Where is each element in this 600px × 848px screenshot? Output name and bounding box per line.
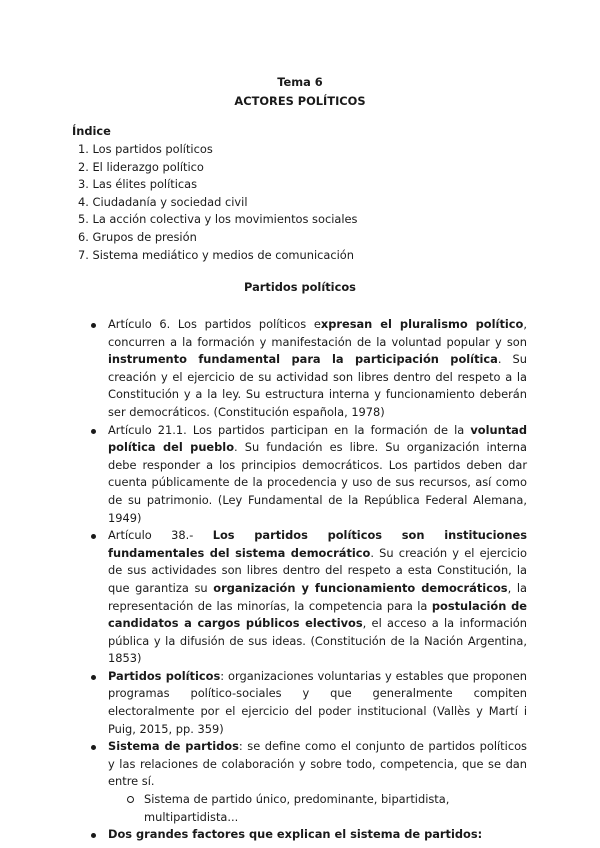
- hollow-bullet-icon: [127, 796, 134, 803]
- bullet-list: [108, 316, 527, 844]
- text: , concurren a la formación y manifestación de la voluntad popular y son: [108, 317, 527, 349]
- text: . Su fundación es libre. Su organización interna debe responder a los principios democráticos. Los partidos deben dar cuenta públicamente de la procedencia y uso de sus recursos, así como de su patrimonio. (Ley Fundamental de la República Federal Alemana, 1949): [108, 440, 527, 525]
- document-header: [0, 73, 600, 111]
- text: Artículo 38.-: [108, 528, 213, 543]
- text: Artículo 21.1. Los partidos participan en la formación de la: [108, 422, 471, 437]
- bullet-icon: [91, 745, 96, 750]
- bold-text: instrumento fundamental para la participación política: [108, 352, 498, 367]
- bullet-icon: [91, 534, 96, 539]
- text: , el acceso a la información pública y la difusión de sus ideas. (Constitución de la Nación Argentina, 1853): [108, 616, 527, 666]
- bullet-icon: [91, 833, 96, 838]
- bullet-icon: [91, 675, 96, 680]
- index-item: 1. Los partidos políticos: [78, 142, 213, 156]
- index-item: 2. El liderazgo político: [78, 159, 204, 174]
- bold-text: organización y funcionamiento democráticos: [213, 580, 508, 595]
- bullet-item-factores: [108, 826, 527, 844]
- bullet-item-article-21: [108, 422, 527, 528]
- text: : organizaciones voluntarias y estables que proponen programas político-sociales y que generalmente compiten electoralmente por el ejercicio del poder institucional (Vallès y Martí i Puig, 2015, pp. 359): [108, 668, 527, 736]
- bold-text: voluntad política del pueblo: [108, 422, 527, 455]
- text: , la representación de las minorías, la competencia para la: [108, 580, 527, 613]
- index-item: 6. Grupos de presión: [78, 229, 197, 244]
- index-item: 7. Sistema mediático y medios de comunicación: [78, 247, 354, 262]
- index-item: 3. Las élites políticas: [78, 177, 198, 192]
- bullet-icon: [91, 323, 96, 328]
- text: Sistema de partido único, predominante, bipartidista, multipartidista...: [144, 792, 450, 824]
- bold-text: Partidos políticos: [108, 668, 221, 683]
- text: Artículo 6. Los partidos políticos e: [108, 317, 321, 331]
- bullet-icon: [91, 429, 96, 434]
- bold-text: xpresan el pluralismo político: [320, 317, 524, 331]
- text: . Su creación y el ejercicio de su actividad son libres dentro del respeto a la Constitución y a la ley. Su estructura interna y funcionamiento deberán ser democráticos. (Constitución española, 1978): [108, 352, 527, 419]
- page-title: ACTORES POLÍTICOS: [234, 94, 366, 108]
- sub-item: [108, 791, 527, 826]
- topic-number: Tema 6: [277, 75, 323, 89]
- index-item: 4. Ciudadanía y sociedad civil: [78, 194, 248, 209]
- bold-text: Dos grandes factores que explican el sistema de partidos:: [108, 827, 483, 842]
- section-title: Partidos políticos: [244, 280, 356, 294]
- bullet-item-article-6: [108, 316, 527, 422]
- text: : se define como el conjunto de partidos políticos y las relaciones de colaboración y sobre todo, competencia, que se dan entre sí.: [108, 739, 527, 789]
- bullet-item-article-38: [108, 527, 527, 668]
- bullet-item-sistema-partidos: [108, 738, 527, 826]
- text: . Su creación y el ejercicio de sus actividades son libres dentro del respeto a esta Constitución, la que garantiza su: [108, 545, 528, 595]
- index-list: [78, 141, 357, 264]
- index-item: 5. La acción colectiva y los movimientos sociales: [78, 212, 358, 227]
- bold-text: postulación de candidatos a cargos públicos electivos: [108, 598, 528, 631]
- bold-text: Los partidos políticos son instituciones fundamentales del sistema democrático: [108, 528, 527, 560]
- bold-text: Sistema de partidos: [108, 739, 239, 754]
- index-heading: Índice: [72, 124, 111, 138]
- bullet-item-partidos-definition: [108, 668, 527, 738]
- sub-list: [108, 791, 527, 826]
